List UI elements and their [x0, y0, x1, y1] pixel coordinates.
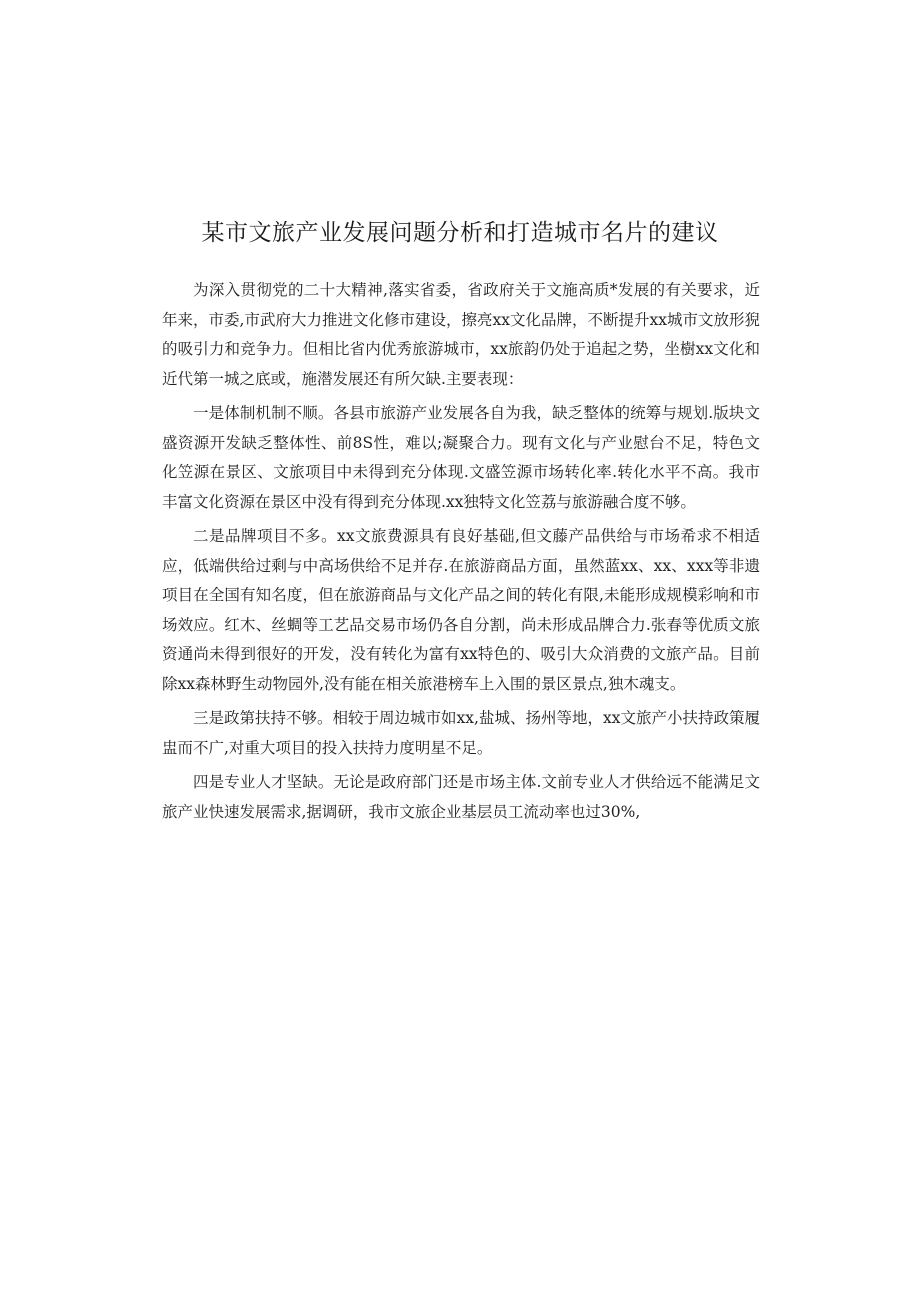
document-body	[162, 276, 760, 832]
document-title: 某市文旅产业发展问题分析和打造城市名片的建议	[201, 220, 719, 246]
paragraph-policy-support: 三是政第扶持不够。相较于周边城市如xx,盐城、扬州等地，xx文旅产小扶持政策履盅而不广,对重大项目的投入扶持力度明星不足。	[162, 709, 760, 757]
paragraph-talent-shortage: 四是专业人才坚缺。无论是政府部门还是市场主体.文前专业人才供给远不能满足文旅产业快速发展需求,据调研，我市文旅企业基层员工流动率也过30%,	[162, 773, 760, 821]
paragraph-institutional-mechanism: 一是体制机制不顺。各县市旅游产业发展各自为我，缺乏整体的统筹与规划.版块文盛资源开发缺乏整体性、前8S性，难以;凝聚合力。现有文化与产业慰台不足，特色文化笠源在景区、文旅项目中未得到充分体现.文盛笠源市场转化率.转化水平不高。我市丰富文化资源在景区中没有得到充分体现.xx独特文化笠荔与旅游融合度不够。	[162, 404, 760, 511]
paragraph-brand-projects: 二是品牌项目不多。xx文旅费源具有良好基础,但文藤产品供给与市场希求不相适应，低端供给过剩与中高场供给不足并存.在旅游商品方面，虽然蓝xx、xx、xxx等非遗项目在全国有知名度，但在旅游商品与文化产品之间的转化有限,未能形成规模彩响和市场效应。红木、丝蜩等工艺品交易市场仍各自分割，尚未形成品牌合力.张春等优质文旅资通尚未得到很好的开发，没有转化为富有xx特色的、吸引大众消费的文旅产品。目前除xx森林野生动物园外,没有能在相关旅港榜车上入围的景区景点,独木魂支。	[162, 527, 760, 693]
intro-paragraph: 为深入贯彻党的二十大精神,落实省委，省政府关于文施高质*发展的有关要求，近年来，市委,市武府大力推进文化修市建设，擦亮xx文化品牌，不断提升xx城市文放形猊的吸引力和竞争力。但相比省内优秀旅游城市，xx旅韵仍处于追起之势，坐樹xx文化和近代第一城之底或，施潜发展还有所欠缺.主要表现：	[162, 281, 760, 388]
